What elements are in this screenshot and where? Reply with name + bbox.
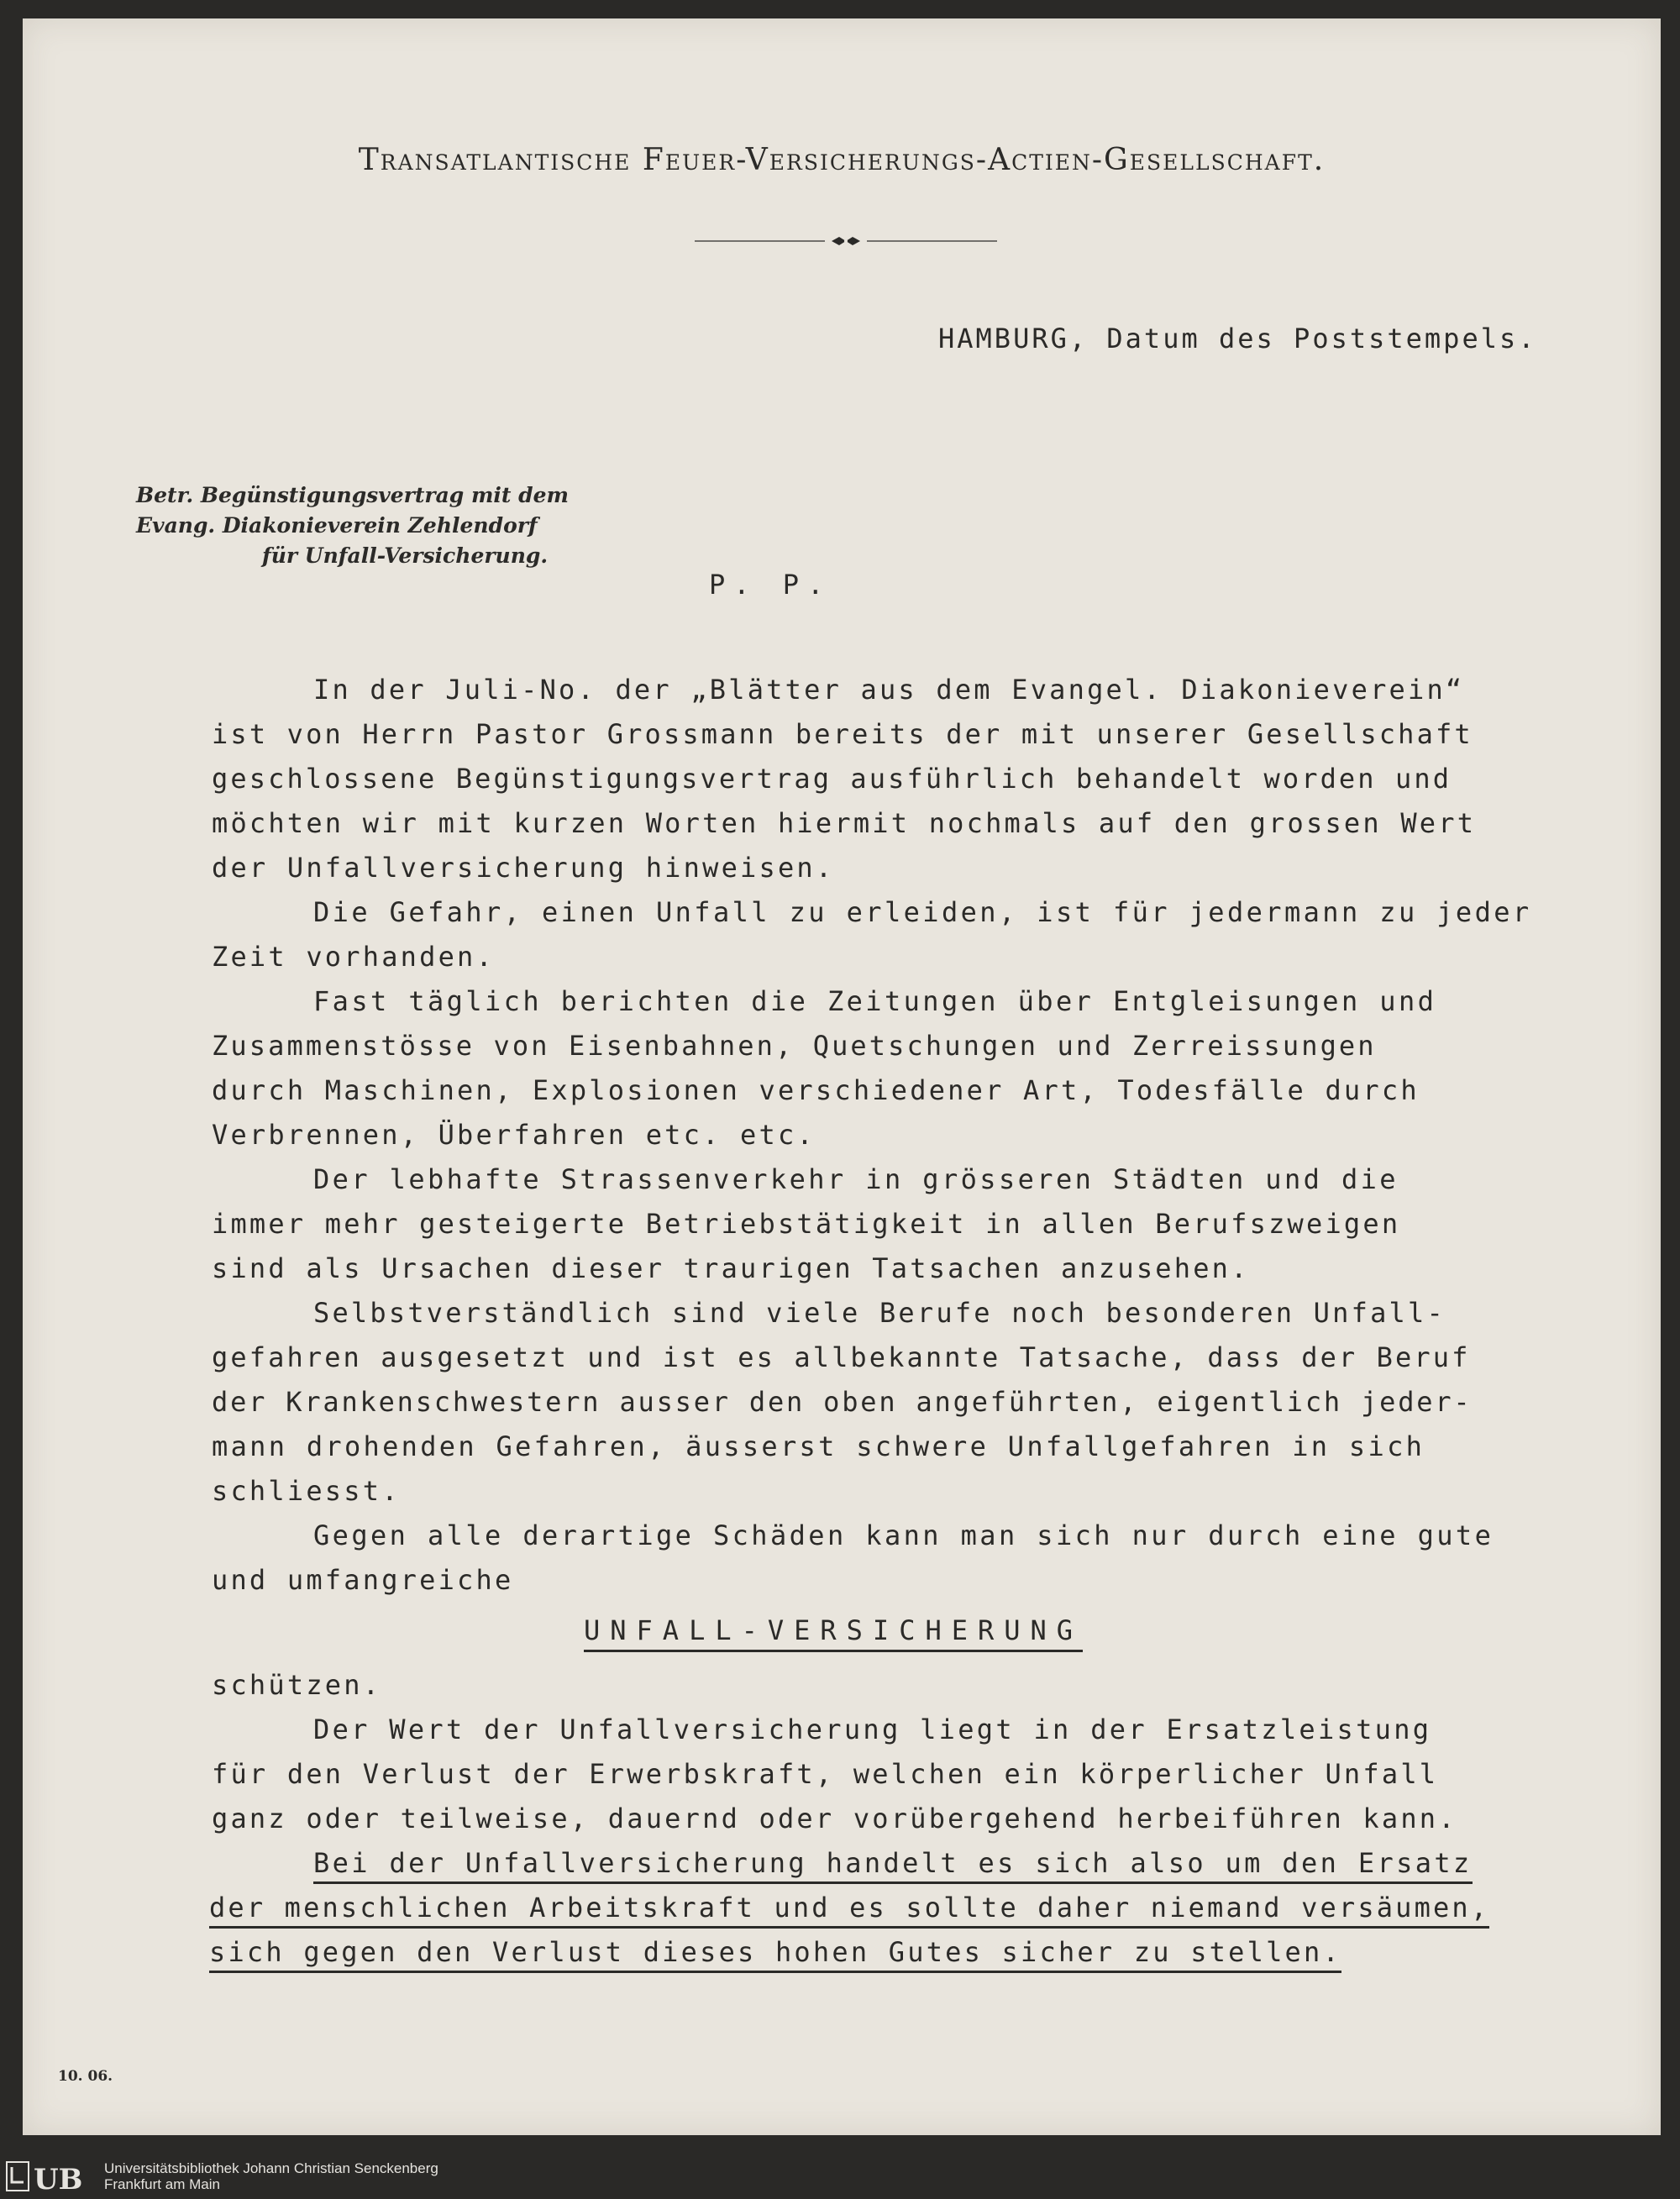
footer-institution	[104, 2160, 438, 2192]
body-line: immer mehr gesteigerte Betriebstätigkeit in allen Berufszweigen	[212, 1208, 1401, 1240]
body-line: schliesst.	[212, 1475, 401, 1507]
body-line: durch Maschinen, Explosionen verschiedener Art, Todesfälle durch	[212, 1074, 1420, 1106]
underlined-line: sich gegen den Verlust dieses hohen Gutes sicher zu stellen.	[209, 1936, 1341, 1973]
body-line: möchten wir mit kurzen Worten hiermit nochmals auf den grossen Wert	[212, 807, 1477, 839]
salutation: P. P.	[709, 569, 832, 601]
footer-line: Universitätsbibliothek Johann Christian Senckenberg	[104, 2160, 438, 2176]
body-line: für den Verlust der Erwerbskraft, welchen ein körperlicher Unfall	[212, 1758, 1439, 1790]
letter-page	[23, 18, 1661, 2135]
body-line: Zeit vorhanden.	[212, 941, 495, 973]
body-line: Der Wert der Unfallversicherung liegt in der Ersatzleistung	[313, 1714, 1432, 1745]
subject-line: Betr. Begünstigungsvertrag mit dem	[136, 483, 569, 507]
letterhead-company: Transatlantische Feuer-Versicherungs-Actien-Gesellschaft.	[358, 143, 1326, 177]
body-line: Gegen alle derartige Schäden kann man sich nur durch eine gute	[313, 1519, 1494, 1551]
body-line: mann drohenden Gefahren, äusserst schwere Unfallgefahren in sich	[212, 1430, 1425, 1462]
underlined-line: Bei der Unfallversicherung handelt es sich also um den Ersatz	[313, 1847, 1473, 1884]
body-line: Zusammenstösse von Eisenbahnen, Quetschungen und Zerreissungen	[212, 1030, 1377, 1062]
underlined-line: der menschlichen Arbeitskraft und es sollte daher niemand versäumen,	[209, 1892, 1489, 1929]
body-line: ist von Herrn Pastor Grossmann bereits der mit unserer Gesellschaft	[212, 718, 1473, 750]
body-line: schützen.	[212, 1669, 382, 1701]
form-code: 10. 06.	[58, 2068, 113, 2085]
svg-text:UB: UB	[34, 2163, 83, 2196]
dateline: HAMBURG, Datum des Poststempels.	[938, 323, 1537, 354]
body-line: geschlossene Begünstigungsvertrag ausführlich behandelt worden und	[212, 763, 1452, 795]
ub-logo-icon	[0, 2157, 97, 2196]
body-line: In der Juli-No. der „Blätter aus dem Evangel. Diakonieverein“	[313, 674, 1465, 706]
heading-unfall-versicherung: UNFALL-VERSICHERUNG	[584, 1614, 1083, 1652]
body-line: Der lebhafte Strassenverkehr in grösseren Städten und die	[313, 1163, 1399, 1195]
body-line: ganz oder teilweise, dauernd oder vorübergehend herbeiführen kann.	[212, 1803, 1457, 1834]
body-line: Die Gefahr, einen Unfall zu erleiden, ist für jedermann zu jeder	[313, 896, 1532, 928]
body-line: Selbstverständlich sind viele Berufe noch besonderen Unfall-	[313, 1297, 1446, 1329]
ornament-divider-icon	[695, 235, 997, 247]
subject-block	[107, 480, 644, 571]
body-line: sind als Ursachen dieser traurigen Tatsachen anzusehen.	[212, 1252, 1250, 1284]
body-line: und umfangreiche	[212, 1564, 514, 1596]
subject-line: Evang. Diakonieverein Zehlendorf	[136, 513, 538, 538]
body-line: Verbrennen, Überfahren etc. etc.	[212, 1119, 816, 1151]
body-line: der Krankenschwestern ausser den oben angeführten, eigentlich jeder-	[212, 1386, 1473, 1418]
body-line: gefahren ausgesetzt und ist es allbekannte Tatsache, dass der Beruf	[212, 1341, 1471, 1373]
footer-line: Frankfurt am Main	[104, 2176, 220, 2192]
body-line: der Unfallversicherung hinweisen.	[212, 852, 835, 884]
body-line: Fast täglich berichten die Zeitungen über Entgleisungen und	[313, 985, 1437, 1017]
subject-line: für Unfall-Versicherung.	[262, 543, 549, 568]
